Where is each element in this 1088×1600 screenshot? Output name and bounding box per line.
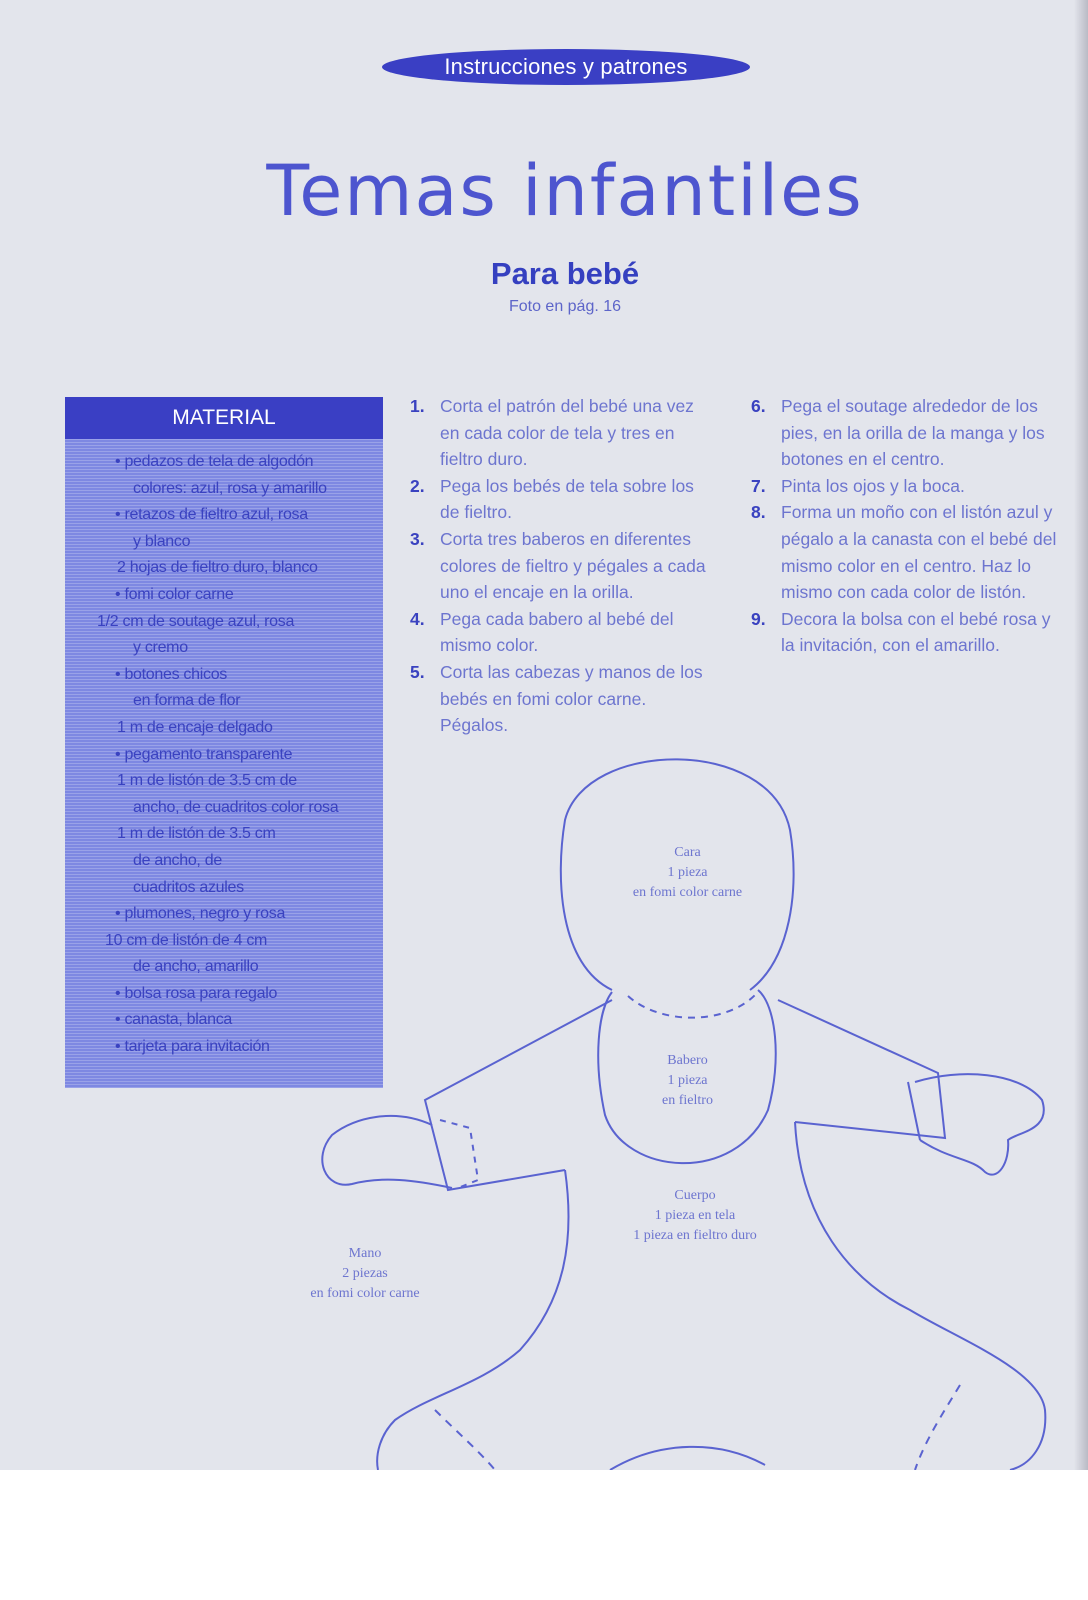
cuerpo-label-fieltro: 1 pieza en fieltro duro bbox=[633, 1228, 757, 1243]
instruction-text: Forma un moño con el listón azul y pégalo a la canasta con el bebé del mismo color en el centro. Haz lo mismo con cada color de listón. bbox=[781, 502, 1057, 603]
material-item-text: pegamento transparente bbox=[124, 745, 293, 763]
material-item-line: en forma de flor bbox=[133, 692, 241, 710]
instruction-number: 2. bbox=[410, 475, 425, 496]
cara-label-title: Cara bbox=[674, 845, 701, 860]
instruction-number: 7. bbox=[751, 475, 766, 496]
babero-label-material: en fieltro bbox=[662, 1093, 713, 1108]
bullet-icon: • bbox=[115, 984, 125, 1002]
pattern-label-mano bbox=[285, 1244, 445, 1304]
pattern-right-cuff bbox=[908, 1082, 920, 1140]
instruction-text: Pega cada babero al bebé del mismo color. bbox=[440, 608, 674, 656]
material-item-text: botones chicos bbox=[124, 665, 227, 683]
material-item-line: 2 hojas de fieltro duro, blanco bbox=[117, 559, 318, 577]
pattern-label-babero bbox=[615, 1051, 760, 1111]
cara-label-count: 1 pieza bbox=[667, 865, 708, 880]
mano-label-count: 2 piezas bbox=[342, 1266, 388, 1281]
pattern-left-sleeve bbox=[425, 1000, 612, 1190]
photo-reference: Foto en pág. 16 bbox=[508, 298, 622, 315]
material-item-line: 1/2 cm de soutage azul, rosa bbox=[97, 612, 295, 630]
material-item-text: plumones, negro y rosa bbox=[124, 905, 286, 923]
material-item-line: y cremo bbox=[133, 639, 188, 657]
instruction-number: 5. bbox=[410, 661, 425, 682]
material-item-text: pedazos de tela de algodón bbox=[124, 453, 314, 470]
bullet-icon: • bbox=[115, 506, 125, 524]
material-item-line: de ancho, amarillo bbox=[133, 958, 259, 976]
bullet-icon: • bbox=[115, 1011, 125, 1029]
instruction-text: Corta el patrón del bebé una vez en cada color de tela y tres en fieltro duro. bbox=[440, 396, 694, 470]
material-item-text: fomi color carne bbox=[124, 585, 234, 603]
babero-label-count: 1 pieza bbox=[667, 1073, 708, 1088]
pattern-right-sleeve bbox=[778, 1000, 945, 1138]
instruction-text: Corta las cabezas y manos de los bebés en fomi color carne. Pégalos. bbox=[440, 661, 703, 736]
page-title: Temas infantiles bbox=[266, 150, 864, 232]
material-item-line: 10 cm de listón de 4 cm bbox=[105, 931, 268, 949]
material-item-line: colores: azul, rosa y amarillo bbox=[133, 479, 327, 497]
pattern-label-cuerpo bbox=[600, 1186, 790, 1246]
instruction-text: Corta tres baberos en diferentes colores de fieltro y pégales a cada uno el encaje en la orilla. bbox=[440, 528, 706, 603]
cuerpo-label-title: Cuerpo bbox=[674, 1188, 716, 1203]
pattern-label-cara bbox=[600, 843, 775, 903]
mano-label-title: Mano bbox=[348, 1246, 382, 1261]
instruction-text: Pinta los ojos y la boca. bbox=[781, 475, 965, 496]
material-item-line: y blanco bbox=[133, 532, 191, 550]
pattern-left-leg-dashed bbox=[435, 1410, 495, 1470]
pattern-collar-dashed bbox=[628, 995, 755, 1018]
instruction-text: Pega los bebés de tela sobre los de fieltro. bbox=[440, 475, 694, 523]
material-item-line: de ancho, de bbox=[133, 851, 222, 869]
bullet-icon: • bbox=[115, 665, 125, 683]
instruction-number: 6. bbox=[751, 396, 766, 416]
material-heading: MATERIAL bbox=[65, 397, 383, 439]
material-item-line: 1 m de listón de 3.5 cm de bbox=[117, 772, 297, 790]
bullet-icon: • bbox=[115, 453, 125, 470]
instruction-number: 8. bbox=[751, 502, 766, 523]
section-pill-label: Instrucciones y patrones bbox=[444, 54, 688, 79]
pattern-body-left bbox=[377, 1170, 568, 1470]
material-item-text: canasta, blanca bbox=[124, 1011, 233, 1029]
instruction-text: Pega el soutage alrededor de los pies, en la orilla de la manga y los botones en el centro. bbox=[781, 396, 1045, 470]
material-item-text: tarjeta para invitación bbox=[124, 1038, 270, 1056]
instruction-text: Decora la bolsa con el bebé rosa y la invitación, con el amarillo. bbox=[781, 608, 1051, 656]
bullet-icon: • bbox=[115, 745, 125, 763]
material-item-text: bolsa rosa para regalo bbox=[124, 984, 278, 1002]
material-item-text: retazos de fieltro azul, rosa bbox=[124, 506, 308, 524]
cara-label-material: en fomi color carne bbox=[632, 885, 743, 900]
instruction-number: 3. bbox=[410, 528, 425, 549]
material-item-line: cuadritos azules bbox=[133, 878, 244, 896]
bullet-icon: • bbox=[115, 585, 125, 603]
pattern-crotch bbox=[610, 1447, 765, 1470]
babero-label-title: Babero bbox=[667, 1053, 708, 1068]
pattern-body-right bbox=[795, 1122, 1045, 1470]
pattern-right-leg-dashed bbox=[915, 1385, 960, 1470]
instruction-number: 4. bbox=[410, 608, 425, 629]
page-subtitle: Para bebé bbox=[490, 256, 640, 291]
bullet-icon: • bbox=[115, 1038, 125, 1056]
material-item-line: 1 m de listón de 3.5 cm bbox=[117, 825, 276, 843]
material-item-line: 1 m de encaje delgado bbox=[117, 718, 273, 736]
mano-label-material: en fomi color carne bbox=[310, 1286, 420, 1301]
pattern-right-hand bbox=[915, 1074, 1044, 1174]
instruction-number: 9. bbox=[751, 608, 766, 629]
material-item-line: ancho, de cuadritos color rosa bbox=[133, 798, 339, 816]
bullet-icon: • bbox=[115, 905, 125, 923]
page-edge-shadow bbox=[1074, 0, 1088, 1470]
instruction-number: 1. bbox=[410, 396, 425, 416]
cuerpo-label-tela: 1 pieza en tela bbox=[654, 1208, 736, 1223]
